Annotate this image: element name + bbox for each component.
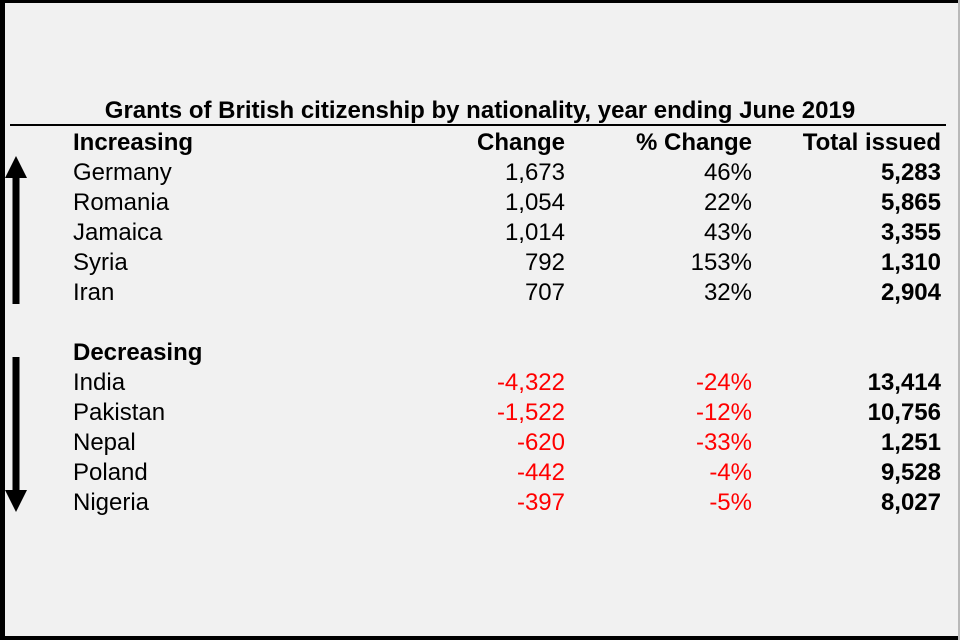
total-issued-cell: 10,756: [867, 399, 941, 426]
pct-change-cell: 32%: [703, 279, 752, 306]
total-issued-cell: 1,251: [880, 429, 941, 456]
column-header-change: Change: [476, 129, 565, 156]
country-cell: Germany: [73, 159, 172, 186]
column-header-increasing: Increasing: [73, 129, 194, 156]
change-cell: -1,522: [496, 399, 565, 426]
table-row: [10, 428, 945, 458]
table-row: [10, 458, 945, 488]
pct-change-cell: -12%: [695, 399, 752, 426]
title-divider: [10, 124, 946, 126]
change-cell: 1,054: [504, 189, 565, 216]
pct-change-cell: -24%: [695, 369, 752, 396]
pct-change-cell: -5%: [709, 489, 752, 516]
country-cell: India: [73, 369, 126, 396]
pct-change-cell: 46%: [703, 159, 752, 186]
table-row: [10, 188, 945, 218]
change-cell: -4,322: [496, 369, 565, 396]
table-header-row: [10, 128, 945, 158]
pct-change-cell: 22%: [703, 189, 752, 216]
country-cell: Romania: [73, 189, 170, 216]
country-cell: Poland: [73, 459, 148, 486]
country-cell: Jamaica: [73, 219, 163, 246]
column-header-pct-change: % Change: [635, 129, 752, 156]
change-cell: -620: [516, 429, 565, 456]
change-cell: 1,014: [504, 219, 565, 246]
column-header-total-issued: Total issued: [802, 129, 941, 156]
total-issued-cell: 1,310: [880, 249, 941, 276]
total-issued-cell: 3,355: [880, 219, 941, 246]
frame-top-border: [0, 0, 960, 3]
table-row: [10, 158, 945, 188]
country-cell: Iran: [73, 279, 115, 306]
change-cell: 707: [524, 279, 565, 306]
table-row: [10, 368, 945, 398]
total-issued-cell: 5,283: [880, 159, 941, 186]
total-issued-cell: 8,027: [880, 489, 941, 516]
change-cell: -442: [516, 459, 565, 486]
decreasing-section-label: Decreasing: [73, 339, 203, 366]
page-title: Grants of British citizenship by nationality, year ending June 2019: [104, 97, 856, 124]
pct-change-cell: -4%: [709, 459, 752, 486]
country-cell: Syria: [73, 249, 128, 276]
total-issued-cell: 9,528: [880, 459, 941, 486]
change-cell: 792: [524, 249, 565, 276]
decreasing-section-header: [10, 338, 945, 368]
total-issued-cell: 13,414: [867, 369, 941, 396]
section-spacer: [10, 308, 945, 338]
frame-bottom-border: [0, 636, 960, 640]
change-cell: 1,673: [504, 159, 565, 186]
table-row: [10, 248, 945, 278]
table-row: [10, 278, 945, 308]
table-row: [10, 398, 945, 428]
change-cell: -397: [516, 489, 565, 516]
pct-change-cell: -33%: [695, 429, 752, 456]
pct-change-cell: 43%: [703, 219, 752, 246]
data-table: [10, 128, 945, 518]
total-issued-cell: 2,904: [880, 279, 941, 306]
pct-change-cell: 153%: [690, 249, 752, 276]
country-cell: Nepal: [73, 429, 136, 456]
table-row: [10, 218, 945, 248]
country-cell: Pakistan: [73, 399, 166, 426]
table-row: [10, 488, 945, 518]
country-cell: Nigeria: [73, 489, 150, 516]
total-issued-cell: 5,865: [880, 189, 941, 216]
frame-left-border: [0, 0, 5, 640]
